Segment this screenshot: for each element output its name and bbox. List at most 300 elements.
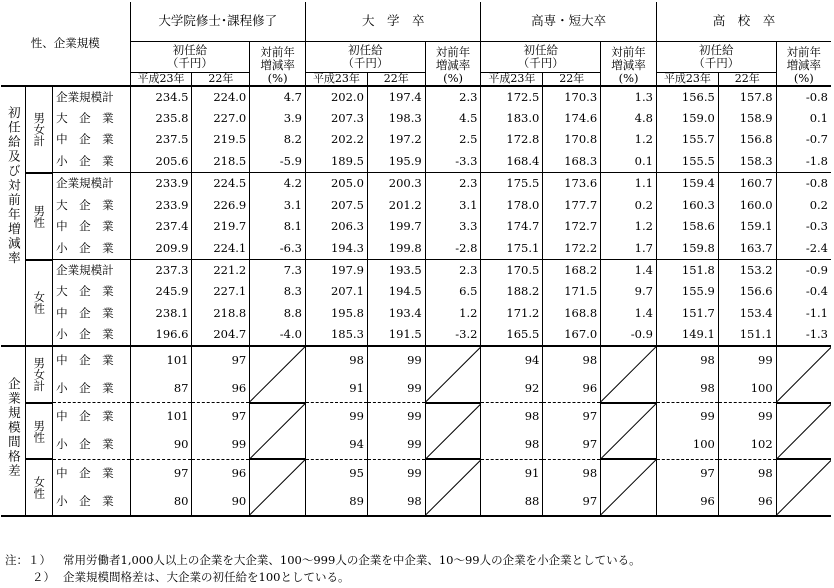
- change-rate-cell: 3.9: [250, 108, 306, 130]
- salary-table: [1, 2, 831, 517]
- gap-index-cell: 98: [481, 431, 543, 459]
- gap-index-cell: 98: [481, 403, 543, 431]
- year-current-header: 平成23年: [656, 72, 718, 86]
- diagonal-line: [426, 347, 481, 402]
- diagonal-line: [250, 404, 305, 459]
- salary-cell: 188.2: [481, 281, 543, 303]
- diagonal-line: [250, 347, 305, 402]
- salary-cell: 221.2: [192, 260, 250, 282]
- not-applicable-cell: [601, 403, 657, 460]
- change-rate-cell: -0.9: [601, 325, 657, 347]
- diagonal-line: [426, 404, 481, 459]
- change-rate-label: (%): [618, 70, 639, 85]
- diagonal-line: [777, 347, 831, 402]
- section-label: 初任給及び対前年増減率: [1, 86, 26, 346]
- gap-index-cell: 97: [656, 459, 718, 487]
- note-2-text: 企業規模間格差は、大企業の初任給を100としている。: [63, 570, 350, 584]
- gap-index-cell: 97: [543, 488, 601, 516]
- change-rate-cell: 2.3: [425, 173, 481, 195]
- note-1-prefix: 注：１）: [5, 553, 51, 567]
- salary-cell: 205.6: [130, 151, 192, 173]
- column-header-college: 高専・短大卒: [481, 2, 656, 41]
- salary-cell: 171.5: [543, 281, 601, 303]
- change-rate-cell: 3.1: [425, 194, 481, 216]
- gap-index-cell: 99: [367, 346, 425, 374]
- company-size-label: 小 企 業: [53, 325, 130, 347]
- salary-cell: 159.4: [656, 173, 718, 195]
- salary-cell: 201.2: [367, 194, 425, 216]
- year-current-header: 平成23年: [481, 72, 543, 86]
- salary-label: 初任給: [699, 42, 734, 57]
- salary-cell: 151.1: [718, 325, 776, 347]
- diagonal-line: [777, 404, 831, 459]
- salary-cell: 193.5: [367, 260, 425, 282]
- table-row: [1, 375, 831, 403]
- not-applicable-cell: [425, 459, 481, 516]
- company-size-label: 中 企 業: [53, 216, 130, 238]
- change-rate-header: [776, 41, 831, 86]
- not-applicable-cell: [776, 346, 831, 403]
- salary-cell: 202.2: [305, 129, 367, 151]
- change-rate-cell: 4.7: [250, 86, 306, 108]
- salary-cell: 151.8: [656, 260, 718, 282]
- change-rate-cell: 2.3: [425, 260, 481, 282]
- change-rate-cell: -1.1: [805, 305, 828, 320]
- change-rate-cell: 1.2: [601, 129, 657, 151]
- company-size-label: 小 企 業: [53, 238, 130, 260]
- gap-index-cell: 98: [367, 488, 425, 516]
- salary-cell: 175.1: [481, 238, 543, 260]
- salary-label: 初任給: [523, 42, 559, 57]
- company-size-label: 小 企 業: [53, 431, 130, 459]
- change-rate-cell: -6.3: [250, 238, 306, 260]
- change-rate-cell: -1.3: [805, 327, 828, 342]
- salary-cell: 206.3: [305, 216, 367, 238]
- change-rate-cell: -2.8: [425, 238, 481, 260]
- gap-index-cell: 99: [305, 403, 367, 431]
- salary-cell: 189.5: [305, 151, 367, 173]
- diagonal-line: [601, 404, 656, 459]
- salary-cell: 170.8: [543, 129, 601, 151]
- salary-cell: 160.3: [656, 194, 718, 216]
- salary-cell: 167.0: [543, 325, 601, 347]
- change-rate-cell: -1.8: [805, 153, 828, 168]
- change-rate-cell: 4.2: [250, 173, 306, 195]
- change-rate-cell: 9.7: [601, 281, 657, 303]
- not-applicable-cell: [250, 459, 306, 516]
- salary-cell: 151.7: [656, 303, 718, 325]
- group-label: 女性: [26, 260, 53, 347]
- change-rate-cell: 0.2: [809, 197, 828, 212]
- change-rate-cell: 1.2: [425, 303, 481, 325]
- salary-cell: 153.4: [718, 303, 776, 325]
- table-row: [1, 403, 831, 431]
- change-rate-cell: 1.4: [601, 260, 657, 282]
- salary-cell: 238.1: [130, 303, 192, 325]
- table-row: [1, 216, 831, 238]
- salary-cell: 168.2: [543, 260, 601, 282]
- gap-index-cell: 90: [130, 431, 192, 459]
- salary-cell: 194.5: [367, 281, 425, 303]
- salary-cell: 195.8: [305, 303, 367, 325]
- company-size-label: 小 企 業: [53, 151, 130, 173]
- group-label: 男性: [26, 173, 53, 260]
- salary-cell: 168.4: [481, 151, 543, 173]
- gap-index-cell: 96: [192, 459, 250, 487]
- gap-index-cell: 90: [192, 488, 250, 516]
- change-rate-label: 増減率: [786, 57, 822, 72]
- table-row: [1, 488, 831, 516]
- change-rate-label: 増減率: [611, 57, 646, 72]
- diagonal-line: [777, 460, 831, 515]
- salary-cell: 235.8: [130, 108, 192, 130]
- change-rate-cell: 1.2: [601, 216, 657, 238]
- change-rate-header: [425, 41, 481, 86]
- change-rate-cell: -0.7: [805, 132, 828, 147]
- gap-index-cell: 96: [543, 375, 601, 403]
- gap-index-cell: 97: [543, 403, 601, 431]
- salary-header: [130, 41, 250, 72]
- table-row: [1, 459, 831, 487]
- year-previous-header: 22年: [543, 72, 601, 86]
- change-rate-cell: 0.2: [601, 194, 657, 216]
- company-size-label: 小 企 業: [53, 375, 130, 403]
- salary-cell: 158.9: [718, 108, 776, 130]
- group-label: 男女計: [26, 86, 53, 173]
- table-row: [1, 431, 831, 459]
- company-size-label: 企業規模計: [53, 86, 130, 108]
- salary-cell: 178.0: [481, 194, 543, 216]
- gap-index-cell: 80: [130, 488, 192, 516]
- salary-cell: 194.3: [305, 238, 367, 260]
- salary-cell: 156.6: [718, 281, 776, 303]
- gap-index-cell: 91: [481, 459, 543, 487]
- change-rate-cell: 3.3: [425, 216, 481, 238]
- change-rate-cell: 6.5: [425, 281, 481, 303]
- not-applicable-cell: [776, 403, 831, 460]
- gap-index-cell: 97: [130, 459, 192, 487]
- company-size-label: 中 企 業: [53, 346, 130, 374]
- salary-cell: 207.3: [305, 108, 367, 130]
- salary-cell: 218.8: [192, 303, 250, 325]
- salary-cell: 224.1: [192, 238, 250, 260]
- salary-cell: 207.1: [305, 281, 367, 303]
- table-row: [1, 303, 831, 325]
- change-rate-cell: -4.0: [250, 325, 306, 347]
- salary-cell: 160.7: [718, 173, 776, 195]
- change-rate-cell: 4.8: [601, 108, 657, 130]
- salary-cell: 195.9: [367, 151, 425, 173]
- change-rate-cell: -0.9: [776, 260, 831, 282]
- gap-index-cell: 99: [367, 431, 425, 459]
- change-rate-cell: -0.8: [776, 86, 831, 108]
- year-current-header: 平成23年: [130, 72, 192, 86]
- salary-cell: 156.8: [718, 129, 776, 151]
- column-header-highschool: 高 校 卒: [656, 2, 831, 41]
- note-2: [5, 569, 641, 586]
- change-rate-label: 増減率: [260, 57, 295, 72]
- salary-cell: 158.6: [656, 216, 718, 238]
- salary-cell: 153.2: [718, 260, 776, 282]
- salary-cell: 185.3: [305, 325, 367, 347]
- salary-cell: 207.5: [305, 194, 367, 216]
- gap-index-cell: 98: [718, 459, 776, 487]
- salary-cell: 174.6: [543, 108, 601, 130]
- company-size-label: 中 企 業: [53, 303, 130, 325]
- table-row: [1, 86, 831, 108]
- change-rate-cell: 1.3: [601, 86, 657, 108]
- gap-index-cell: 88: [481, 488, 543, 516]
- change-rate-cell: -5.9: [250, 151, 306, 173]
- company-size-label: 企業規模計: [53, 173, 130, 195]
- salary-unit-label: （千円）: [166, 55, 213, 70]
- salary-cell: 199.7: [367, 216, 425, 238]
- change-rate-cell: 8.2: [250, 129, 306, 151]
- change-rate-label: 対前年: [786, 44, 822, 59]
- salary-unit-label: （千円）: [517, 55, 564, 70]
- change-rate-cell: -3.3: [425, 151, 481, 173]
- group-label: 男女計: [26, 346, 53, 403]
- year-previous-header: 22年: [718, 72, 776, 86]
- salary-cell: 149.1: [656, 325, 718, 347]
- salary-cell: 177.7: [543, 194, 601, 216]
- salary-cell: 157.8: [718, 86, 776, 108]
- company-size-label: 企業規模計: [53, 260, 130, 282]
- salary-header: [305, 41, 425, 72]
- salary-header: [656, 41, 776, 72]
- change-rate-cell: 1.7: [601, 238, 657, 260]
- change-rate-cell: 1.1: [601, 173, 657, 195]
- section-label: 企業規模間格差: [1, 346, 26, 516]
- salary-cell: 175.5: [481, 173, 543, 195]
- change-rate-cell: 2.5: [425, 129, 481, 151]
- salary-cell: 233.9: [130, 173, 192, 195]
- salary-cell: 237.4: [130, 216, 192, 238]
- salary-cell: 199.8: [367, 238, 425, 260]
- not-applicable-cell: [425, 346, 481, 403]
- gap-index-cell: 94: [481, 346, 543, 374]
- salary-cell: 193.4: [367, 303, 425, 325]
- salary-unit-label: （千円）: [342, 55, 389, 70]
- salary-cell: 234.5: [130, 86, 192, 108]
- salary-cell: 174.7: [481, 216, 543, 238]
- change-rate-cell: -0.3: [805, 219, 828, 234]
- salary-cell: 155.5: [656, 151, 718, 173]
- diagonal-line: [601, 347, 656, 402]
- salary-cell: 168.3: [543, 151, 601, 173]
- salary-cell: 237.3: [130, 260, 192, 282]
- salary-header: [481, 41, 601, 72]
- salary-cell: 156.5: [656, 86, 718, 108]
- change-rate-cell: 3.1: [250, 194, 306, 216]
- change-rate-cell: 0.1: [809, 110, 828, 125]
- salary-cell: 219.7: [192, 216, 250, 238]
- change-rate-header: [601, 41, 657, 86]
- change-rate-label: 対前年: [435, 44, 471, 59]
- change-rate-label: (%): [793, 70, 814, 85]
- salary-cell: 160.0: [718, 194, 776, 216]
- change-rate-cell: -3.2: [425, 325, 481, 347]
- gap-index-cell: 98: [543, 346, 601, 374]
- gap-index-cell: 96: [656, 488, 718, 516]
- change-rate-cell: 8.3: [250, 281, 306, 303]
- not-applicable-cell: [601, 346, 657, 403]
- salary-unit-label: （千円）: [693, 55, 740, 70]
- change-rate-cell: 8.8: [250, 303, 306, 325]
- gap-index-cell: 92: [481, 375, 543, 403]
- gap-index-cell: 96: [192, 375, 250, 403]
- gap-index-cell: 99: [718, 346, 776, 374]
- salary-cell: 198.3: [367, 108, 425, 130]
- note-1: [5, 552, 641, 569]
- year-previous-header: 22年: [367, 72, 425, 86]
- notes: [5, 552, 641, 586]
- table-row: [1, 281, 831, 303]
- salary-cell: 196.6: [130, 325, 192, 347]
- salary-cell: 155.9: [656, 281, 718, 303]
- change-rate-cell: 0.1: [601, 151, 657, 173]
- group-label: 女性: [26, 459, 53, 516]
- change-rate-header: [250, 41, 306, 86]
- salary-cell: 172.2: [543, 238, 601, 260]
- table-row: [1, 260, 831, 282]
- salary-cell: 159.1: [718, 216, 776, 238]
- change-rate-cell: 1.4: [601, 303, 657, 325]
- salary-label: 初任給: [348, 42, 383, 57]
- gap-index-cell: 98: [543, 459, 601, 487]
- salary-cell: 171.2: [481, 303, 543, 325]
- change-rate-label: 増減率: [435, 57, 471, 72]
- salary-cell: 155.7: [656, 129, 718, 151]
- gap-index-cell: 97: [192, 346, 250, 374]
- not-applicable-cell: [601, 459, 657, 516]
- gap-index-cell: 101: [130, 403, 192, 431]
- gap-index-cell: 87: [130, 375, 192, 403]
- company-size-label: 大 企 業: [53, 108, 130, 130]
- not-applicable-cell: [776, 459, 831, 516]
- salary-cell: 224.0: [192, 86, 250, 108]
- year-previous-header: 22年: [192, 72, 250, 86]
- gap-index-cell: 89: [305, 488, 367, 516]
- change-rate-cell: 8.1: [250, 216, 306, 238]
- gap-index-cell: 99: [367, 375, 425, 403]
- gap-index-cell: 100: [718, 375, 776, 403]
- company-size-label: 大 企 業: [53, 281, 130, 303]
- note-1-text: 常用労働者1,000人以上の企業を大企業、100～999人の企業を中企業、10～99人の企業を小企業としている。: [63, 553, 641, 567]
- table-row: [1, 325, 831, 347]
- table-row: [1, 173, 831, 195]
- gap-index-cell: 99: [367, 459, 425, 487]
- company-size-label: 小 企 業: [53, 488, 130, 516]
- gap-index-cell: 98: [656, 375, 718, 403]
- salary-cell: 227.1: [192, 281, 250, 303]
- table-row: [1, 129, 831, 151]
- change-rate-label: 対前年: [260, 44, 295, 59]
- salary-cell: 172.5: [481, 86, 543, 108]
- gap-index-cell: 99: [718, 403, 776, 431]
- gap-index-cell: 96: [718, 488, 776, 516]
- gap-index-cell: 98: [656, 346, 718, 374]
- change-rate-label: (%): [443, 70, 464, 85]
- gap-index-cell: 102: [718, 431, 776, 459]
- salary-cell: 204.7: [192, 325, 250, 347]
- salary-cell: 170.3: [543, 86, 601, 108]
- change-rate-cell: 4.5: [425, 108, 481, 130]
- salary-cell: 245.9: [130, 281, 192, 303]
- salary-cell: 224.5: [192, 173, 250, 195]
- salary-cell: 158.3: [718, 151, 776, 173]
- salary-label: 初任給: [172, 42, 208, 57]
- gap-index-cell: 101: [130, 346, 192, 374]
- not-applicable-cell: [250, 403, 306, 460]
- salary-cell: 159.8: [656, 238, 718, 260]
- gap-index-cell: 97: [192, 403, 250, 431]
- not-applicable-cell: [250, 346, 306, 403]
- year-current-header: 平成23年: [305, 72, 367, 86]
- table-row: [1, 238, 831, 260]
- change-rate-cell: -2.4: [805, 240, 828, 255]
- gap-index-cell: 97: [543, 431, 601, 459]
- salary-cell: 170.5: [481, 260, 543, 282]
- salary-cell: 205.0: [305, 173, 367, 195]
- salary-cell: 233.9: [130, 194, 192, 216]
- gap-index-cell: 100: [656, 431, 718, 459]
- salary-cell: 227.0: [192, 108, 250, 130]
- gap-index-cell: 99: [192, 431, 250, 459]
- change-rate-cell: -0.4: [805, 284, 828, 299]
- salary-cell: 159.0: [656, 108, 718, 130]
- change-rate-cell: -0.8: [776, 173, 831, 195]
- salary-cell: 197.4: [367, 86, 425, 108]
- gap-index-cell: 99: [656, 403, 718, 431]
- salary-cell: 200.3: [367, 173, 425, 195]
- change-rate-label: 対前年: [611, 44, 646, 59]
- gap-index-cell: 98: [305, 346, 367, 374]
- salary-cell: 168.8: [543, 303, 601, 325]
- salary-cell: 219.5: [192, 129, 250, 151]
- column-header-university: 大 学 卒: [305, 2, 480, 41]
- change-rate-cell: 7.3: [250, 260, 306, 282]
- salary-cell: 226.9: [192, 194, 250, 216]
- salary-cell: 173.6: [543, 173, 601, 195]
- salary-cell: 163.7: [718, 238, 776, 260]
- change-rate-label: (%): [267, 70, 288, 85]
- company-size-label: 中 企 業: [53, 459, 130, 487]
- change-rate-cell: 2.3: [425, 86, 481, 108]
- diagonal-line: [426, 460, 481, 515]
- company-size-label: 中 企 業: [53, 403, 130, 431]
- diagonal-line: [250, 460, 305, 515]
- salary-cell: 191.5: [367, 325, 425, 347]
- table-row: [1, 151, 831, 173]
- gap-index-cell: 95: [305, 459, 367, 487]
- salary-cell: 197.2: [367, 129, 425, 151]
- column-header-graduate: 大学院修士･課程修了: [130, 2, 305, 41]
- salary-cell: 183.0: [481, 108, 543, 130]
- gap-index-cell: 94: [305, 431, 367, 459]
- salary-cell: 197.9: [305, 260, 367, 282]
- gap-index-cell: 99: [367, 403, 425, 431]
- table-row: [1, 194, 831, 216]
- salary-cell: 172.8: [481, 129, 543, 151]
- not-applicable-cell: [425, 403, 481, 460]
- table-row: [1, 346, 831, 374]
- salary-cell: 218.5: [192, 151, 250, 173]
- diagonal-line: [601, 460, 656, 515]
- group-label: 男性: [26, 403, 53, 460]
- gap-index-cell: 91: [305, 375, 367, 403]
- note-2-prefix: ２）: [32, 570, 55, 584]
